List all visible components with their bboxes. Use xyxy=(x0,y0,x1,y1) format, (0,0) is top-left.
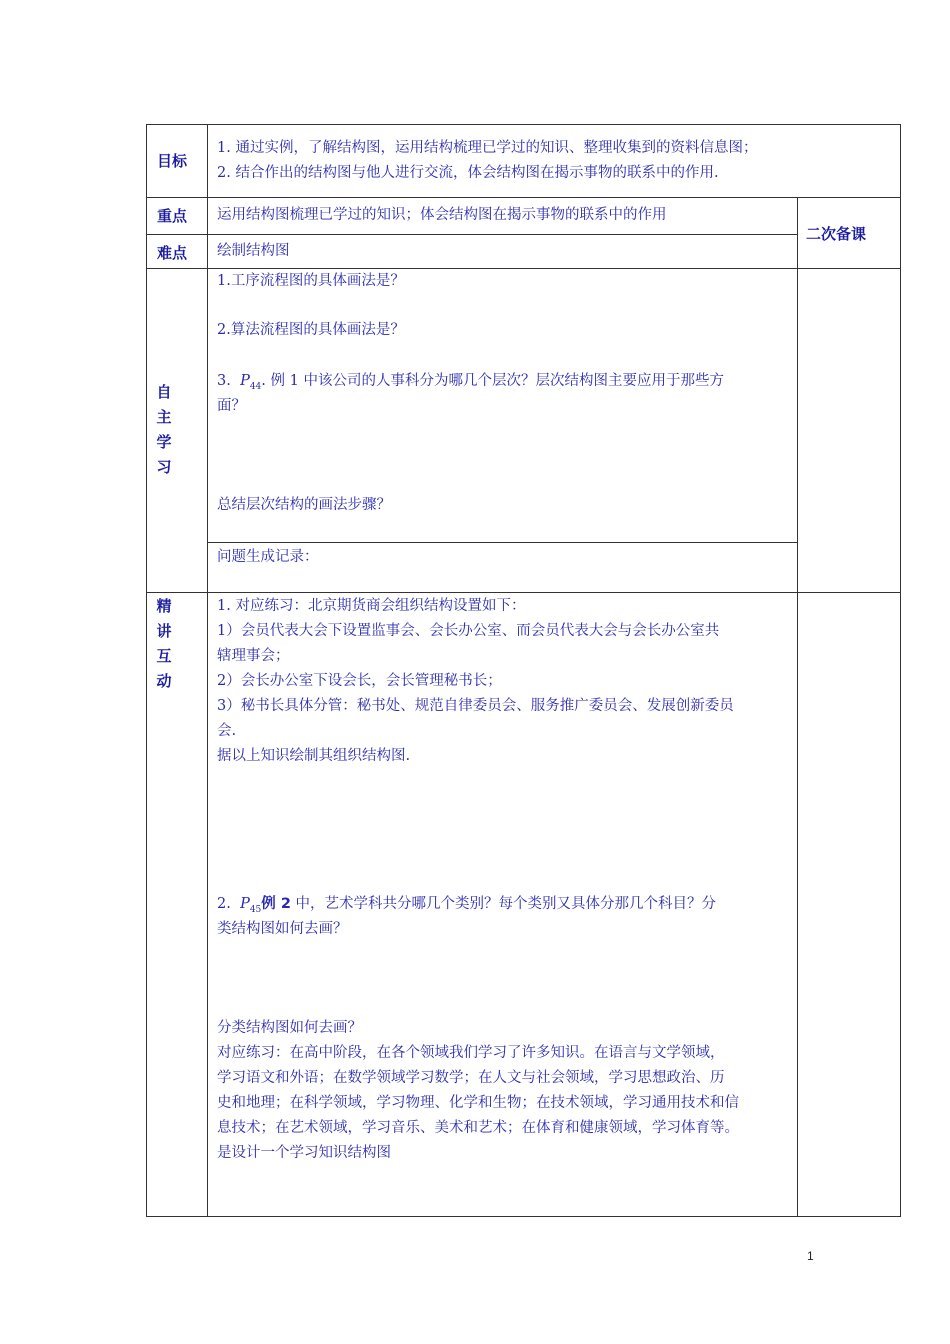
q3-page-num: 44 xyxy=(249,381,262,392)
exercise-line: 1）会员代表大会下设置监事会、会长办公室、而会员代表大会与会长办公室共 xyxy=(217,623,720,639)
row-divider xyxy=(146,234,797,235)
exercise-line: 会. xyxy=(217,723,237,739)
q3-number: 3. xyxy=(217,373,231,389)
label-char: 互 xyxy=(156,647,172,665)
ex2-text: 中，艺术学科共分哪几个类别？每个类别又具体分那几个科目？分 xyxy=(290,896,717,912)
row-divider xyxy=(207,542,797,543)
exercise-line: 据以上知识绘制其组织结构图. xyxy=(217,748,411,764)
goal-item: 1. 通过实例，了解结构图，运用结构梳理已学过的知识、整理收集到的资料信息图； xyxy=(217,140,758,156)
question-record: 问题生成记录： xyxy=(217,549,319,565)
q3-text: . 例 1 中该公司的人事科分为哪几个层次？层次结构图主要应用于那些方 xyxy=(261,373,724,389)
label-char: 习 xyxy=(156,458,172,476)
table-border-top xyxy=(146,124,901,125)
self-study-label xyxy=(152,380,176,480)
self-study-summary: 总结层次结构的画法步骤？ xyxy=(217,497,391,513)
key-text: 运用结构图梳理已学过的知识；体会结构图在揭示事物的联系中的作用 xyxy=(217,207,667,223)
table-border-right xyxy=(900,124,901,1216)
goal-label: 目标 xyxy=(157,152,188,170)
label-char: 精 xyxy=(156,597,172,615)
label-char: 学 xyxy=(156,433,172,451)
label-char: 主 xyxy=(156,408,172,426)
exercise-line: 学习语文和外语；在数学领域学习数学；在人文与社会领域，学习思想政治、历 xyxy=(217,1070,725,1086)
exercise-line: 辖理事会； xyxy=(217,648,290,664)
exercise-1 xyxy=(217,594,734,769)
key-label: 重点 xyxy=(157,207,188,225)
ex2-example-ref: 例 2 xyxy=(261,896,291,912)
col-divider xyxy=(797,197,798,1216)
exercise-line: 2）会长办公室下设会长，会长管理秘书长； xyxy=(217,673,502,689)
self-study-q3 xyxy=(217,369,724,400)
exercise-line: 是设计一个学习知识结构图 xyxy=(217,1145,391,1161)
ex2-number: 2. xyxy=(217,896,231,912)
ex2-page-num: 45 xyxy=(249,904,262,915)
difficulty-label: 难点 xyxy=(157,244,188,262)
self-study-q3-cont: 面？ xyxy=(217,398,246,414)
exercise-line: 史和地理；在科学领域，学习物理、化学和生物；在技术领域，学习通用技术和信 xyxy=(217,1095,739,1111)
exercise-3 xyxy=(217,1016,739,1166)
row-divider xyxy=(146,592,901,593)
label-char: 动 xyxy=(156,672,172,690)
interactive-label xyxy=(152,594,176,694)
exercise-line: 息技术；在艺术领域，学习音乐、美术和艺术；在体育和健康领域，学习体育等。 xyxy=(217,1120,739,1136)
self-study-q2: 2.算法流程图的具体画法是？ xyxy=(217,322,405,338)
label-char: 自 xyxy=(156,383,172,401)
row-divider xyxy=(146,197,901,198)
page-number: 1 xyxy=(807,1249,814,1263)
table-border-bottom xyxy=(146,1216,901,1217)
exercise-line: 分类结构图如何去画？ xyxy=(217,1020,362,1036)
col-divider xyxy=(207,124,208,1216)
second-prep-label: 二次备课 xyxy=(806,225,867,243)
exercise-line: 1. 对应练习：北京期货商会组织结构设置如下： xyxy=(217,598,526,614)
table-border-left xyxy=(146,124,147,1216)
label-char: 讲 xyxy=(156,622,172,640)
goal-item: 2. 结合作出的结构图与他人进行交流，体会结构图在揭示事物的联系中的作用. xyxy=(217,165,719,181)
difficulty-text: 绘制结构图 xyxy=(217,243,290,259)
ex2-page-ref: P xyxy=(240,896,250,912)
q3-page-ref: P xyxy=(240,373,250,389)
exercise-line: 3）秘书长具体分管：秘书处、规范自律委员会、服务推广委员会、发展创新委员 xyxy=(217,698,734,714)
self-study-q1: 1.工序流程图的具体画法是？ xyxy=(217,273,405,289)
exercise-line: 对应练习：在高中阶段，在各个领域我们学习了许多知识。在语言与文学领域， xyxy=(217,1045,725,1061)
exercise-2-cont: 类结构图如何去画？ xyxy=(217,921,348,937)
